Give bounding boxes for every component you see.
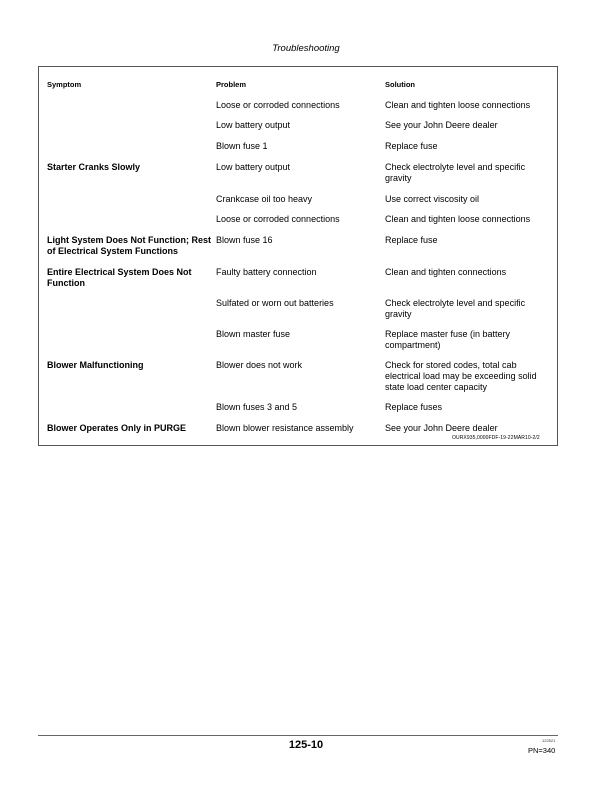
solution-cell: Use correct viscosity oil: [385, 194, 480, 204]
solution-cell: See your John Deere dealer: [385, 120, 498, 130]
solution-cell: Clean and tighten loose connections: [385, 214, 531, 224]
part-number: PN=340: [528, 746, 556, 755]
symptom-cell: Light System Does Not Function; Rest of Electrical System Functions: [47, 235, 212, 256]
solution-cell: Check electrolyte level and specific gravity: [385, 298, 526, 319]
symptom-cell: Starter Cranks Slowly: [47, 162, 141, 172]
problem-cell: Blown fuse 1: [216, 141, 268, 151]
solution-cell: Check electrolyte level and specific gravity: [385, 162, 526, 183]
problem-cell: Blown blower resistance assembly: [216, 423, 354, 433]
problem-cell: Blower does not work: [216, 360, 303, 370]
column-header-solution: Solution: [385, 80, 415, 89]
problem-cell: Sulfated or worn out batteries: [216, 298, 334, 308]
problem-cell: Loose or corroded connections: [216, 214, 340, 224]
problem-cell: Low battery output: [216, 162, 291, 172]
problem-cell: Blown master fuse: [216, 329, 291, 339]
symptom-cell: Blower Operates Only in PURGE: [47, 423, 187, 433]
document-id: OURX935,0000FDF-19-22MAR10-2/2: [452, 435, 540, 441]
solution-cell: Clean and tighten connections: [385, 267, 507, 277]
footer-divider: [38, 735, 558, 736]
solution-cell: Check for stored codes, total cab electrical load may be exceeding solid state load center capacity: [385, 360, 537, 392]
column-header-symptom: Symptom: [47, 80, 82, 89]
footer-code: 122521: [542, 738, 556, 743]
solution-cell: Replace fuses: [385, 402, 443, 412]
problem-cell: Low battery output: [216, 120, 291, 130]
solution-cell: See your John Deere dealer: [385, 423, 498, 433]
column-header-problem: Problem: [216, 80, 247, 89]
solution-cell: Replace fuse: [385, 235, 438, 245]
problem-cell: Blown fuse 16: [216, 235, 273, 245]
problem-cell: Loose or corroded connections: [216, 100, 340, 110]
solution-cell: Replace master fuse (in battery compartment): [385, 329, 511, 350]
problem-cell: Faulty battery connection: [216, 267, 317, 277]
page-header-title: Troubleshooting: [272, 43, 340, 54]
symptom-cell: Entire Electrical System Does Not Function: [47, 267, 192, 288]
solution-cell: Replace fuse: [385, 141, 438, 151]
page-number: 125-10: [288, 739, 324, 751]
problem-cell: Blown fuses 3 and 5: [216, 402, 298, 412]
problem-cell: Crankcase oil too heavy: [216, 194, 313, 204]
solution-cell: Clean and tighten loose connections: [385, 100, 531, 110]
symptom-cell: Blower Malfunctioning: [47, 360, 144, 370]
